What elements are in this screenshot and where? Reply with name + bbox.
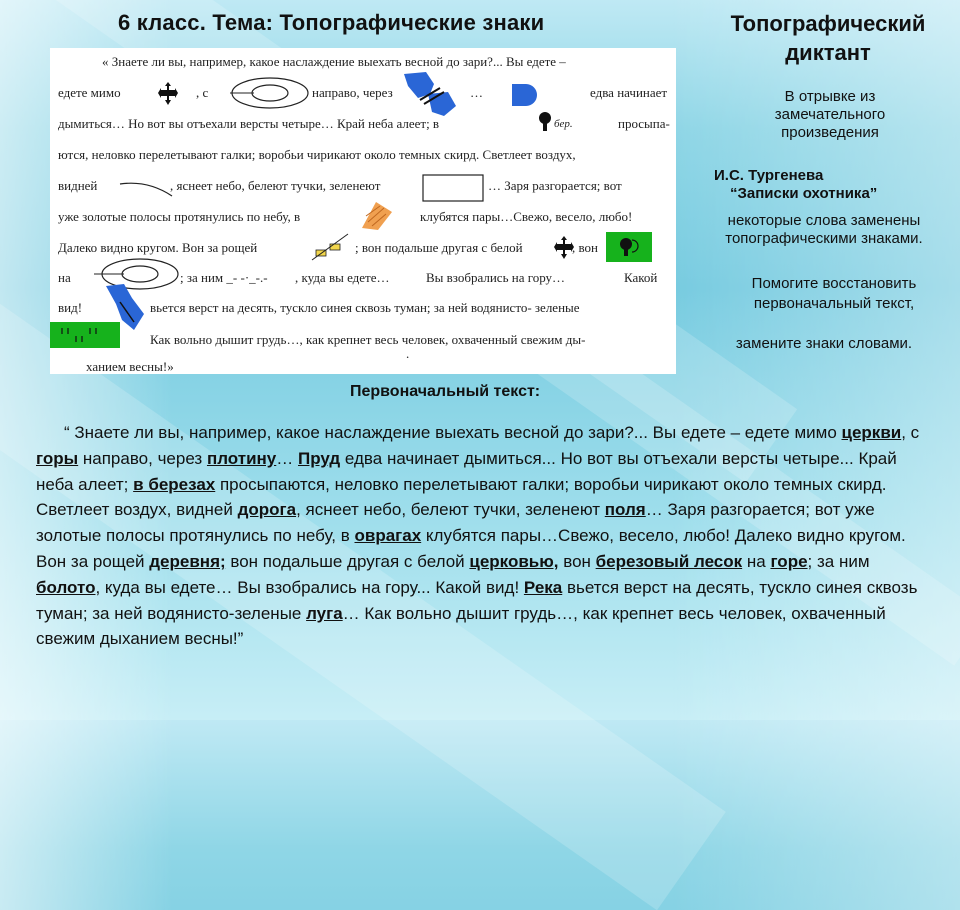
- coded-line: бер.: [554, 118, 573, 130]
- coded-line: вьется верст на десять, тускло синея сквозь туман; за ней водянисто- зеленые: [150, 300, 580, 315]
- original-text-segment: , куда вы едете… Вы взобрались на гору... Какой вид!: [95, 577, 524, 597]
- coded-line: « Знаете ли вы, например, какое наслаждение выехать весной до зари?... Вы едете –: [102, 54, 566, 69]
- original-text-segment: ; за ним: [807, 551, 870, 571]
- original-text-segment: вьется верст на десять, тускло синея сквозь туман; за ней водянисто-зеленые: [36, 577, 918, 623]
- answer-word: луга: [306, 603, 343, 623]
- hill-contour-icon: [230, 76, 310, 110]
- original-text-segment: на: [742, 551, 771, 571]
- coded-line: .: [406, 346, 410, 361]
- answer-word: деревня;: [149, 551, 226, 571]
- church-symbol-icon: [158, 80, 178, 106]
- answer-word: церкви: [841, 423, 902, 442]
- answer-word: оврагах: [354, 526, 422, 546]
- coded-line: ются, неловко перелетывают галки; воробьи чирикают около темных скирд. Светлеет воздух,: [58, 147, 576, 162]
- birch-grove-icon: [606, 232, 652, 262]
- coded-line: ; вон подальше другая с белой: [355, 240, 523, 255]
- coded-line: , с: [196, 85, 209, 100]
- coded-line: …: [470, 85, 483, 100]
- field-icon: [422, 174, 484, 202]
- answer-word: Пруд: [298, 448, 341, 468]
- coded-line: дымиться… Но вот вы отъехали версты четыре… Край неба алеет; в: [58, 116, 440, 131]
- coded-text-panel: [50, 48, 676, 374]
- answer-word: горе: [770, 551, 808, 571]
- task-help: Помогите восстановить первоначальный текст,: [751, 275, 917, 313]
- original-text-segment: едва начинает дымиться... Но вот вы отъехали версты четыре... Край неба алеет;: [36, 448, 897, 494]
- original-text-heading: Первоначальный текст:: [350, 383, 541, 400]
- original-text-segment: просыпаются, неловко перелетывают галки; воробьи чирикают около темных скирд. Светлеет воздух, видней: [36, 474, 887, 520]
- original-text-segment: … Как вольно дышит грудь…, как крепнет весь человек, охваченный свежим дыханием весны!”: [36, 603, 886, 649]
- original-text-segment: …: [276, 448, 298, 468]
- slide-title: 6 класс. Тема: Топографические знаки: [118, 10, 545, 35]
- coded-line: Далеко видно кругом. Вон за рощей: [58, 240, 258, 255]
- coded-line: , яснеет небо, белеют тучки, зеленеют: [170, 178, 381, 193]
- author-name: И.С. Тургенева: [714, 167, 824, 184]
- original-text-segment: вон: [558, 551, 596, 571]
- dictation-intro: В отрывке из замечательного произведения: [774, 88, 886, 141]
- coded-line: едете мимо: [58, 85, 121, 100]
- answer-word: в березах: [133, 474, 216, 494]
- answer-word: Река: [523, 577, 563, 597]
- church-symbol-icon: [554, 234, 574, 260]
- answer-word: дорога: [237, 500, 297, 520]
- pond-icon: [512, 84, 540, 106]
- answer-word: березовый лесок: [595, 551, 743, 571]
- original-text-segment: … Заря разгорается; вот уже золотые полосы протянулись по небу, в: [36, 500, 875, 546]
- coded-line: направо, через: [312, 85, 393, 100]
- dictation-title: Топографический диктант: [730, 11, 926, 65]
- coded-line: уже золотые полосы протянулись по небу, в: [58, 209, 301, 224]
- original-text-segment: “ Знаете ли вы, например, какое наслаждение выехать весной до зари?... Вы едете – едете мимо: [64, 423, 842, 442]
- answer-word: церковью,: [469, 551, 559, 571]
- answer-word: горы: [36, 448, 79, 468]
- birch-tree-icon: [536, 110, 554, 132]
- coded-line: на: [58, 270, 71, 285]
- coded-line: ханием весны!»: [86, 359, 174, 374]
- coded-line: вид!: [58, 300, 83, 315]
- ravine-icon: [358, 198, 394, 232]
- village-icon: [308, 230, 352, 262]
- coded-line: , вон: [572, 240, 599, 255]
- work-title: “Записки охотника”: [730, 185, 878, 202]
- meadow-icon: [50, 322, 120, 348]
- dictation-note: некоторые слова заменены топографическими знаками.: [725, 212, 923, 247]
- original-text-segment: направо, через: [78, 448, 207, 468]
- coded-line: клубятся пары…Свежо, весело, любо!: [420, 209, 633, 224]
- original-text-segment: клубятся пары…Свежо, весело, любо! Далеко видно кругом. Вон за рощей: [36, 526, 906, 571]
- answer-word: плотину: [206, 448, 277, 468]
- dam-river-icon: [400, 70, 460, 118]
- answer-word: поля: [604, 500, 646, 520]
- task-replace: замените знаки словами.: [735, 335, 913, 352]
- coded-line: едва начинает: [590, 85, 668, 100]
- coded-line: , куда вы едете…: [295, 270, 390, 285]
- coded-line: видней: [58, 178, 98, 193]
- coded-line: Как вольно дышит грудь…, как крепнет весь человек, охваченный свежим ды-: [150, 332, 586, 347]
- coded-line: Какой: [624, 270, 658, 285]
- original-text: [36, 420, 936, 652]
- coded-line: ; за ним _- -·_-.-: [180, 270, 268, 285]
- road-icon: [118, 176, 174, 198]
- original-text-segment: вон подальше другая с белой: [225, 551, 470, 571]
- original-text-segment: , с: [901, 423, 920, 442]
- original-text-segment: , яснеет небо, белеют тучки, зеленеют: [296, 500, 605, 520]
- coded-line: просыпа-: [618, 116, 670, 131]
- coded-line: Вы взобрались на гору…: [426, 270, 566, 285]
- coded-line: … Заря разгорается; вот: [488, 178, 622, 193]
- answer-word: болото: [36, 577, 96, 597]
